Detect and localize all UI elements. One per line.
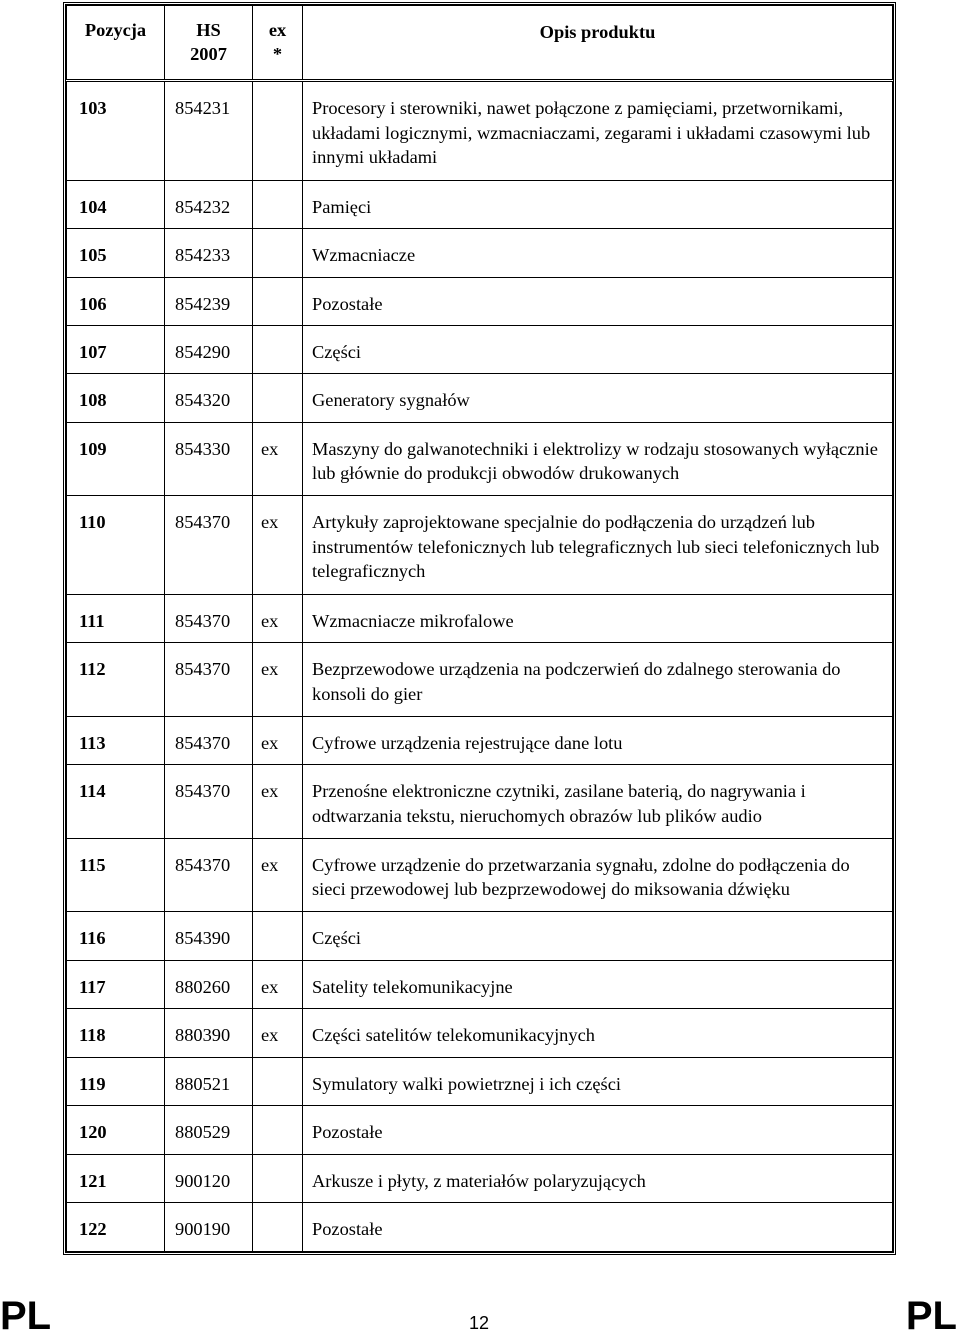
row-description-cell: Arkusze i płyty, z materiałów polaryzujących [303,1154,893,1202]
row-ex-marker-cell [253,1203,303,1252]
table-row [67,1009,893,1057]
row-position-cell: 117 [67,960,165,1008]
row-ex-marker-cell: ex [253,838,303,912]
row-position-cell: 105 [67,229,165,277]
row-hs-code-cell: 880260 [165,960,253,1008]
row-hs-code-cell: 854330 [165,422,253,496]
row-hs-code-cell: 854370 [165,496,253,595]
header-hs-line1: HS [196,20,221,40]
footer-country-label-left: PL [0,1294,52,1338]
row-ex-marker-cell [253,277,303,325]
row-position-cell: 112 [67,643,165,717]
row-ex-marker-cell: ex [253,1009,303,1057]
row-ex-marker-cell [253,180,303,228]
row-description-cell: Wzmacniacze [303,229,893,277]
row-position-cell: 106 [67,277,165,325]
row-ex-marker-cell [253,1106,303,1154]
row-hs-code-cell: 880521 [165,1057,253,1105]
row-position-cell: 108 [67,374,165,422]
row-position-cell: 116 [67,912,165,960]
row-hs-code-cell: 854370 [165,716,253,764]
header-ex [253,6,303,81]
row-ex-marker-cell: ex [253,716,303,764]
header-ex-line1: ex [268,20,287,40]
row-position-cell: 110 [67,496,165,595]
table-row [67,496,893,595]
row-description-cell: Procesory i sterowniki, nawet połączone z pamięciami, przetwornikami, układami logicznymi, wzmacniaczami, zegarami i układami czasowymi lub innymi układami [303,81,893,181]
row-hs-code-cell: 854390 [165,912,253,960]
table-header-row [67,6,893,81]
row-description-cell: Cyfrowe urządzenia rejestrujące dane lotu [303,716,893,764]
row-hs-code-cell: 880529 [165,1106,253,1154]
row-description-cell: Pozostałe [303,1203,893,1252]
header-hs-2007 [165,6,253,81]
row-ex-marker-cell: ex [253,422,303,496]
row-position-cell: 114 [67,765,165,839]
table-row [67,422,893,496]
header-opis-produktu: Opis produktu [303,6,893,81]
row-description-cell: Artykuły zaprojektowane specjalnie do podłączenia do urządzeń lub instrumentów telefonicznych lub telegraficznych lub sieci telefonicznych lub telegraficznych [303,496,893,595]
table-row [67,325,893,373]
table-row [67,1106,893,1154]
row-description-cell: Części [303,325,893,373]
row-hs-code-cell: 900120 [165,1154,253,1202]
table-row [67,374,893,422]
row-position-cell: 121 [67,1154,165,1202]
row-hs-code-cell: 854370 [165,643,253,717]
row-position-cell: 119 [67,1057,165,1105]
row-description-cell: Części satelitów telekomunikacyjnych [303,1009,893,1057]
row-hs-code-cell: 854320 [165,374,253,422]
table-row [67,1057,893,1105]
table-row [67,912,893,960]
table-row [67,180,893,228]
row-hs-code-cell: 854232 [165,180,253,228]
footer-country-label-right: PL [905,1294,957,1338]
row-position-cell: 122 [67,1203,165,1252]
table-row [67,81,893,181]
row-ex-marker-cell [253,229,303,277]
row-hs-code-cell: 854370 [165,838,253,912]
header-hs-line2: 2007 [190,44,227,64]
row-ex-marker-cell: ex [253,643,303,717]
row-description-cell: Pozostałe [303,1106,893,1154]
row-description-cell: Pamięci [303,180,893,228]
row-position-cell: 113 [67,716,165,764]
row-position-cell: 118 [67,1009,165,1057]
row-description-cell: Generatory sygnałów [303,374,893,422]
row-hs-code-cell: 854239 [165,277,253,325]
row-position-cell: 104 [67,180,165,228]
row-ex-marker-cell [253,81,303,181]
table-row [67,765,893,839]
row-description-cell: Satelity telekomunikacyjne [303,960,893,1008]
table-row [67,594,893,642]
product-table [66,5,893,1252]
row-ex-marker-cell: ex [253,594,303,642]
table-row [67,716,893,764]
row-position-cell: 111 [67,594,165,642]
row-hs-code-cell: 854233 [165,229,253,277]
row-hs-code-cell: 854370 [165,594,253,642]
table-row [67,1203,893,1252]
row-description-cell: Maszyny do galwanotechniki i elektrolizy w rodzaju stosowanych wyłącznie lub głównie do produkcji obwodów drukowanych [303,422,893,496]
row-ex-marker-cell [253,374,303,422]
table-row [67,643,893,717]
row-description-cell: Symulatory walki powietrznej i ich części [303,1057,893,1105]
row-ex-marker-cell [253,325,303,373]
row-description-cell: Pozostałe [303,277,893,325]
row-description-cell: Przenośne elektroniczne czytniki, zasilane baterią, do nagrywania i odtwarzania tekstu, nieruchomych obrazów lub plików audio [303,765,893,839]
table-row [67,229,893,277]
row-position-cell: 120 [67,1106,165,1154]
row-position-cell: 109 [67,422,165,496]
row-ex-marker-cell: ex [253,960,303,1008]
row-description-cell: Bezprzewodowe urządzenia na podczerwień do zdalnego sterowania do konsoli do gier [303,643,893,717]
page-number: 12 [469,1313,490,1333]
table-row [67,1154,893,1202]
header-ex-line2: * [272,44,283,64]
table-row [67,277,893,325]
row-hs-code-cell: 854370 [165,765,253,839]
row-position-cell: 115 [67,838,165,912]
row-ex-marker-cell [253,1154,303,1202]
table-row [67,960,893,1008]
row-hs-code-cell: 854231 [165,81,253,181]
row-ex-marker-cell: ex [253,765,303,839]
row-hs-code-cell: 854290 [165,325,253,373]
row-ex-marker-cell [253,1057,303,1105]
row-ex-marker-cell [253,912,303,960]
row-description-cell: Części [303,912,893,960]
row-description-cell: Wzmacniacze mikrofalowe [303,594,893,642]
header-pozycja: Pozycja [67,6,165,81]
row-hs-code-cell: 900190 [165,1203,253,1252]
row-description-cell: Cyfrowe urządzenie do przetwarzania sygnału, zdolne do podłączenia do sieci przewodowej lub bezprzewodowej do miksowania dźwięku [303,838,893,912]
product-table-frame [63,2,896,1255]
table-row [67,838,893,912]
row-position-cell: 103 [67,81,165,181]
row-ex-marker-cell: ex [253,496,303,595]
row-position-cell: 107 [67,325,165,373]
row-hs-code-cell: 880390 [165,1009,253,1057]
